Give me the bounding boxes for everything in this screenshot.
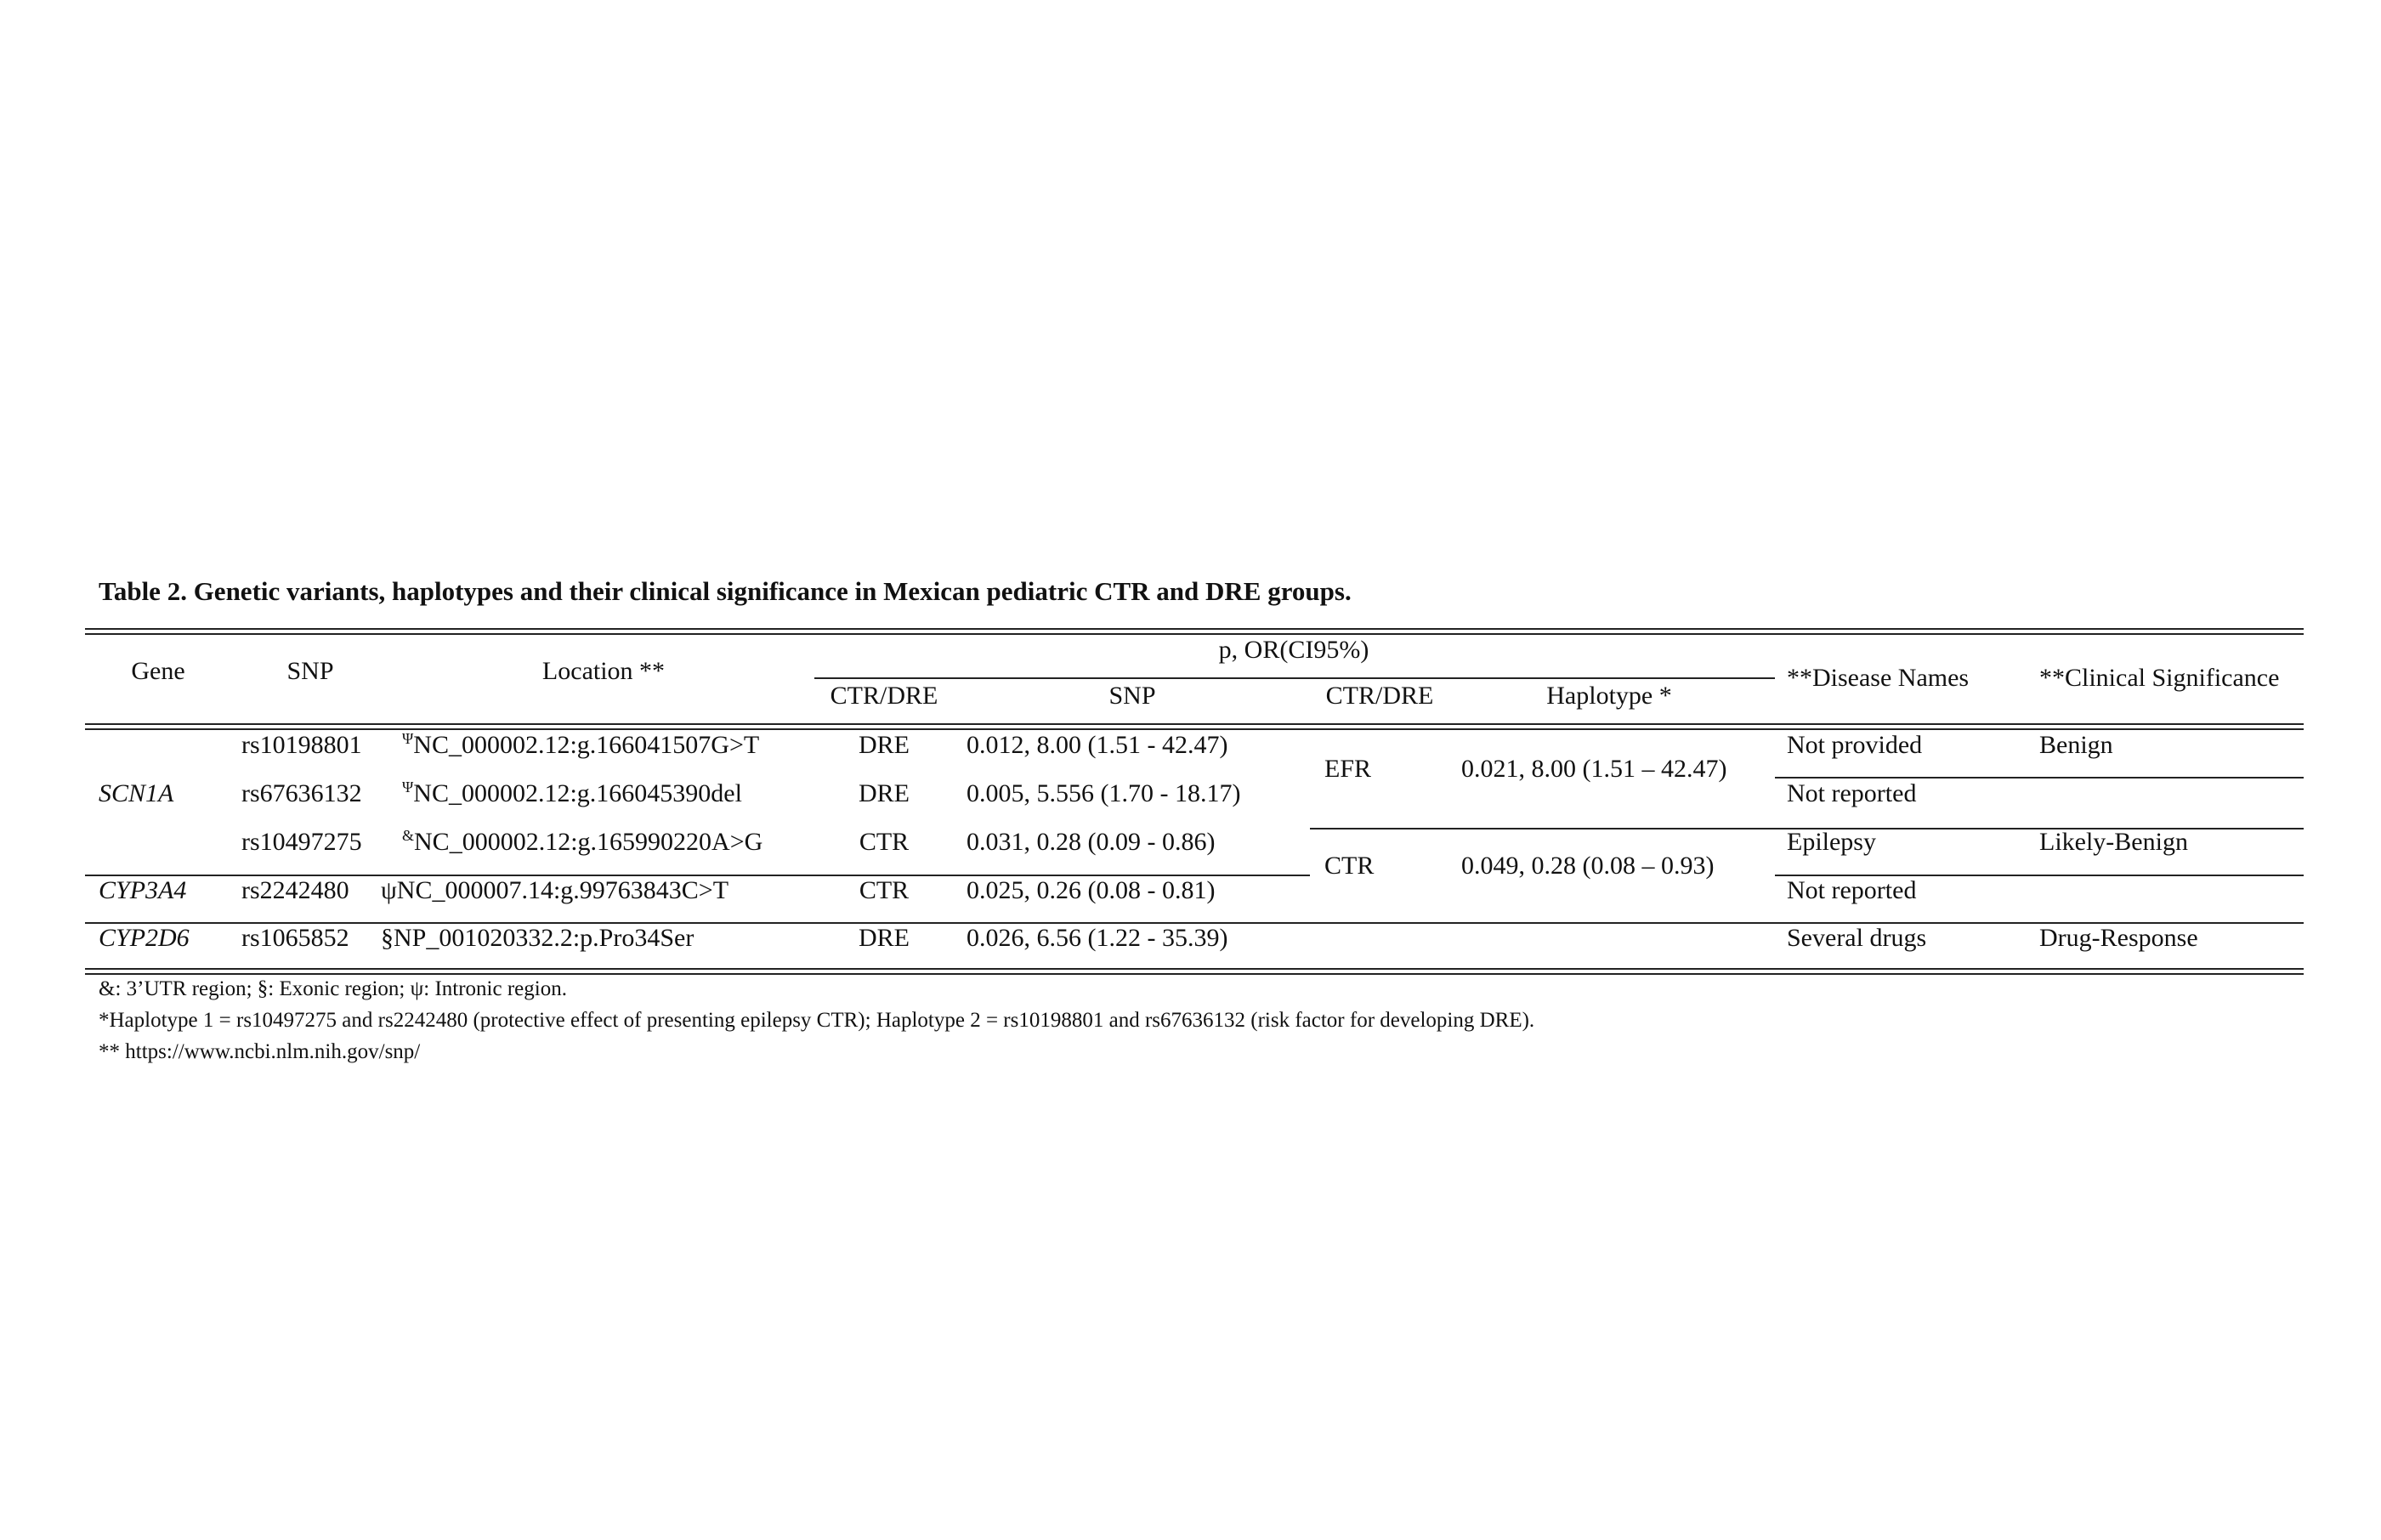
snp-p-or: 0.025, 0.26 (0.08 - 0.81) [967, 876, 1216, 904]
top-rule-1 [85, 628, 2304, 630]
location-cell [381, 878, 728, 903]
snp-id: rs10198801 [241, 731, 362, 759]
location-text: NC_000002.12:g.166045390del [413, 779, 742, 807]
header-disease-names: **Disease Names [1787, 664, 1970, 692]
gene-name: CYP2D6 [99, 924, 190, 952]
snp-id: rs67636132 [241, 779, 362, 807]
header-rule-2 [85, 728, 2304, 730]
disease-name: Not reported [1787, 876, 1917, 904]
snp-id: rs10497275 [241, 828, 362, 856]
snp-id: rs1065852 [241, 924, 349, 952]
gene-name: CYP3A4 [99, 876, 187, 904]
header-ctr-dre-haplotype: CTR/DRE [1325, 682, 1434, 710]
header-location: Location ** [541, 657, 666, 685]
bottom-rule-1 [85, 968, 2304, 970]
clinical-significance: Likely-Benign [2039, 828, 2188, 856]
snp-group: DRE [859, 924, 910, 952]
location-text: NP_001020332.2:p.Pro34Ser [394, 924, 694, 952]
location-text: NC_000002.12:g.166041507G>T [413, 731, 760, 759]
disease-name: Several drugs [1787, 924, 1927, 952]
location-cell [402, 730, 760, 759]
clinical-significance: Benign [2039, 731, 2113, 759]
header-snp: SNP [286, 657, 334, 685]
top-rule-2 [85, 633, 2304, 635]
snp-p-or: 0.005, 5.556 (1.70 - 18.17) [967, 779, 1241, 807]
footnote-source: ** https://www.ncbi.nlm.nih.gov/snp/ [99, 1040, 421, 1063]
header-clinical-significance: **Clinical Significance [2039, 664, 2280, 692]
footnote-regions: &: 3’UTR region; §: Exonic region; ψ: Intronic region. [99, 977, 567, 1000]
disease-rule-1 [1775, 777, 2304, 778]
haplotype-group: CTR [1324, 852, 1375, 880]
location-cell [381, 926, 694, 951]
location-cell [402, 778, 742, 807]
disease-name: Not reported [1787, 779, 1917, 807]
header-haplotype: Haplotype * [1546, 682, 1672, 710]
header-ctr-dre-snp: CTR/DRE [830, 682, 938, 710]
snp-group: DRE [859, 779, 910, 807]
table-caption: Table 2. Genetic variants, haplotypes and their clinical significance in Mexican pediatric CTR and DRE groups. [99, 576, 1352, 606]
header-p-or: p, OR(CI95%) [1218, 636, 1369, 664]
header-rule-1 [85, 723, 2304, 725]
location-mark: & [402, 827, 415, 844]
location-cell [402, 829, 762, 855]
location-mark: § [381, 924, 394, 952]
location-text: NC_000002.12:g.165990220A>G [414, 828, 763, 856]
haplotype-p-or: 0.021, 8.00 (1.51 – 42.47) [1461, 755, 1727, 783]
location-mark: ψ [381, 876, 397, 904]
snp-group: DRE [859, 731, 910, 759]
location-mark: Ψ [402, 730, 414, 747]
header-gene: Gene [131, 657, 185, 685]
header-snp-or: SNP [1108, 682, 1156, 710]
snp-p-or: 0.026, 6.56 (1.22 - 35.39) [967, 924, 1228, 952]
snp-group: CTR [859, 876, 910, 904]
snp-group: CTR [859, 828, 910, 856]
location-text: NC_000007.14:g.99763843C>T [396, 876, 729, 904]
footnote-haplotypes: *Haplotype 1 = rs10497275 and rs2242480 (protective effect of presenting epilepsy CTR); Haplotype 2 = rs10198801 and rs67636132 (risk factor for developing DRE). [99, 1009, 1535, 1032]
haplotype-group: EFR [1324, 755, 1372, 783]
snp-p-or: 0.012, 8.00 (1.51 - 42.47) [967, 731, 1228, 759]
snp-p-or: 0.031, 0.28 (0.09 - 0.86) [967, 828, 1216, 856]
bottom-rule-2 [85, 973, 2304, 975]
location-mark: Ψ [402, 778, 414, 795]
clinical-significance: Drug-Response [2039, 924, 2198, 952]
snp-id: rs2242480 [241, 876, 349, 904]
gene-name: SCN1A [99, 779, 174, 807]
disease-name: Epilepsy [1787, 828, 1876, 856]
disease-name: Not provided [1787, 731, 1923, 759]
p-or-underline [814, 677, 1775, 679]
haplotype-p-or: 0.049, 0.28 (0.08 – 0.93) [1461, 852, 1715, 880]
